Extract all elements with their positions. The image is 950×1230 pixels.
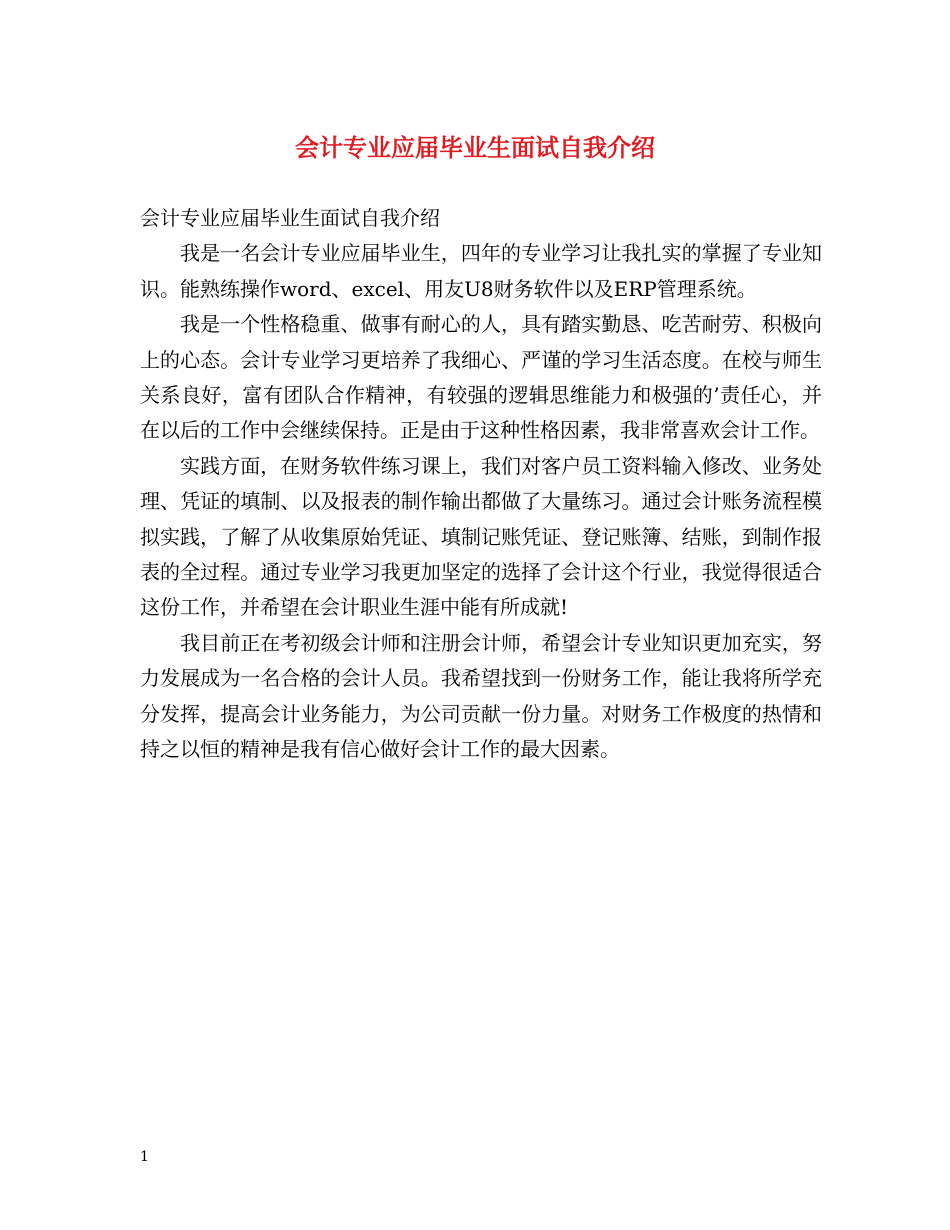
- paragraph-4: 我目前正在考初级会计师和注册会计师，希望会计专业知识更加充实，努力发展成为一名合格的会计人员。我希望找到一份财务工作，能让我将所学充分发挥，提高会计业务能力，为公司贡献一份力量。对财务工作极度的热情和持之以恒的精神是我有信心做好会计工作的最大因素。: [140, 630, 822, 762]
- paragraph-1: 我是一名会计专业应届毕业生，四年的专业学习让我扎实的掌握了专业知识。能熟练操作word、excel、用友U8财务软件以及ERP管理系统。: [140, 241, 822, 301]
- document-title: 会计专业应届毕业生面试自我介绍: [295, 133, 655, 162]
- paragraph-3: 实践方面，在财务软件练习课上，我们对客户员工资料输入修改、业务处理、凭证的填制、以及报表的制作输出都做了大量练习。通过会计账务流程模拟实践，了解了从收集原始凭证、填制记账凭证、登记账簿、结账，到制作报表的全过程。通过专业学习我更加坚定的选择了会计这个行业，我觉得很适合这份工作，并希望在会计职业生涯中能有所成就!: [140, 453, 822, 620]
- document-body: [140, 201, 822, 768]
- document-subheading: 会计专业应届毕业生面试自我介绍: [140, 206, 440, 230]
- page-number: 1: [140, 1149, 149, 1165]
- paragraph-2: 我是一个性格稳重、做事有耐心的人，具有踏实勤恳、吃苦耐劳、积极向上的心态。会计专业学习更培养了我细心、严谨的学习生活态度。在校与师生关系良好，富有团队合作精神，有较强的逻辑思维能力和极强的’责任心，并在以后的工作中会继续保持。正是由于这种性格因素，我非常喜欢会计工作。: [140, 312, 822, 443]
